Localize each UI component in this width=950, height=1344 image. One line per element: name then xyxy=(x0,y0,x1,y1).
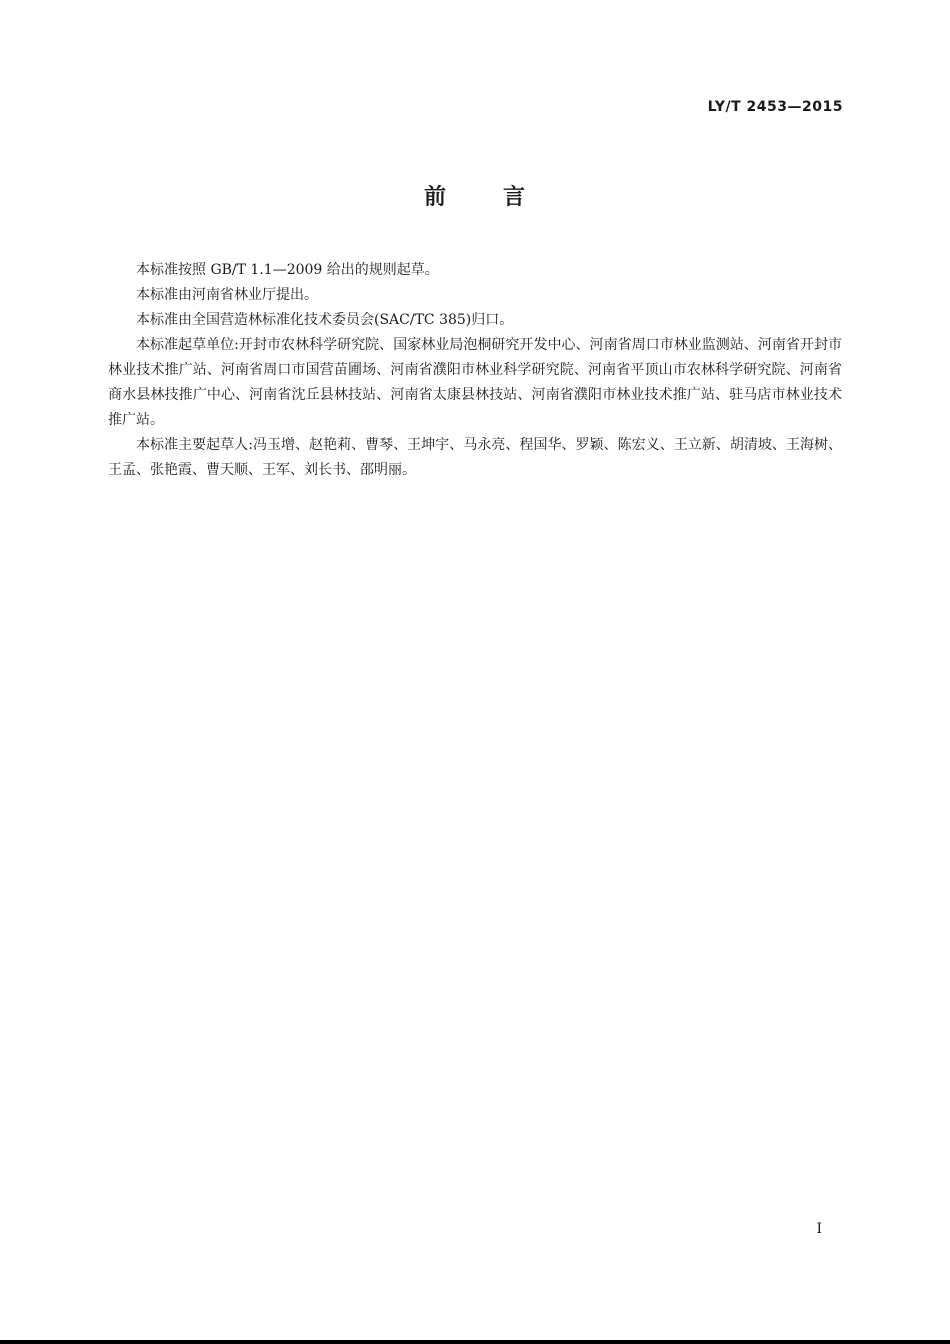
paragraph-centralized: 本标准由全国营造林标准化技术委员会(SAC/TC 385)归口。 xyxy=(136,312,514,328)
foreword-body xyxy=(108,258,842,483)
page-number: I xyxy=(816,1221,822,1237)
paragraph-drafters: 本标准主要起草人:冯玉增、赵艳莉、曹琴、王坤宇、马永亮、程国华、罗颖、陈宏义、王立新、胡清坡、王海树、王孟、张艳霞、曹天顺、王军、刘长书、邵明丽。 xyxy=(108,437,842,478)
standard-code: LY/T 2453—2015 xyxy=(707,99,843,115)
page-title xyxy=(0,180,950,211)
paragraph-drafting-rules: 本标准按照 GB/T 1.1—2009 给出的规则起草。 xyxy=(136,262,439,278)
paragraph-proposer: 本标准由河南省林业厅提出。 xyxy=(136,287,318,303)
title-char-2: 言 xyxy=(503,185,527,210)
bottom-divider xyxy=(0,1340,950,1344)
paragraph-drafting-units: 本标准起草单位:开封市农林科学研究院、国家林业局泡桐研究开发中心、河南省周口市林业监测站、河南省开封市林业技术推广站、河南省周口市国营苗圃场、河南省濮阳市林业科学研究院、河南省平顶山市农林科学研究院、河南省商水县林技推广中心、河南省沈丘县林技站、河南省太康县林技站、河南省濮阳市林业技术推广站、驻马店市林业技术推广站。 xyxy=(108,337,842,428)
title-char-1: 前 xyxy=(423,185,447,210)
